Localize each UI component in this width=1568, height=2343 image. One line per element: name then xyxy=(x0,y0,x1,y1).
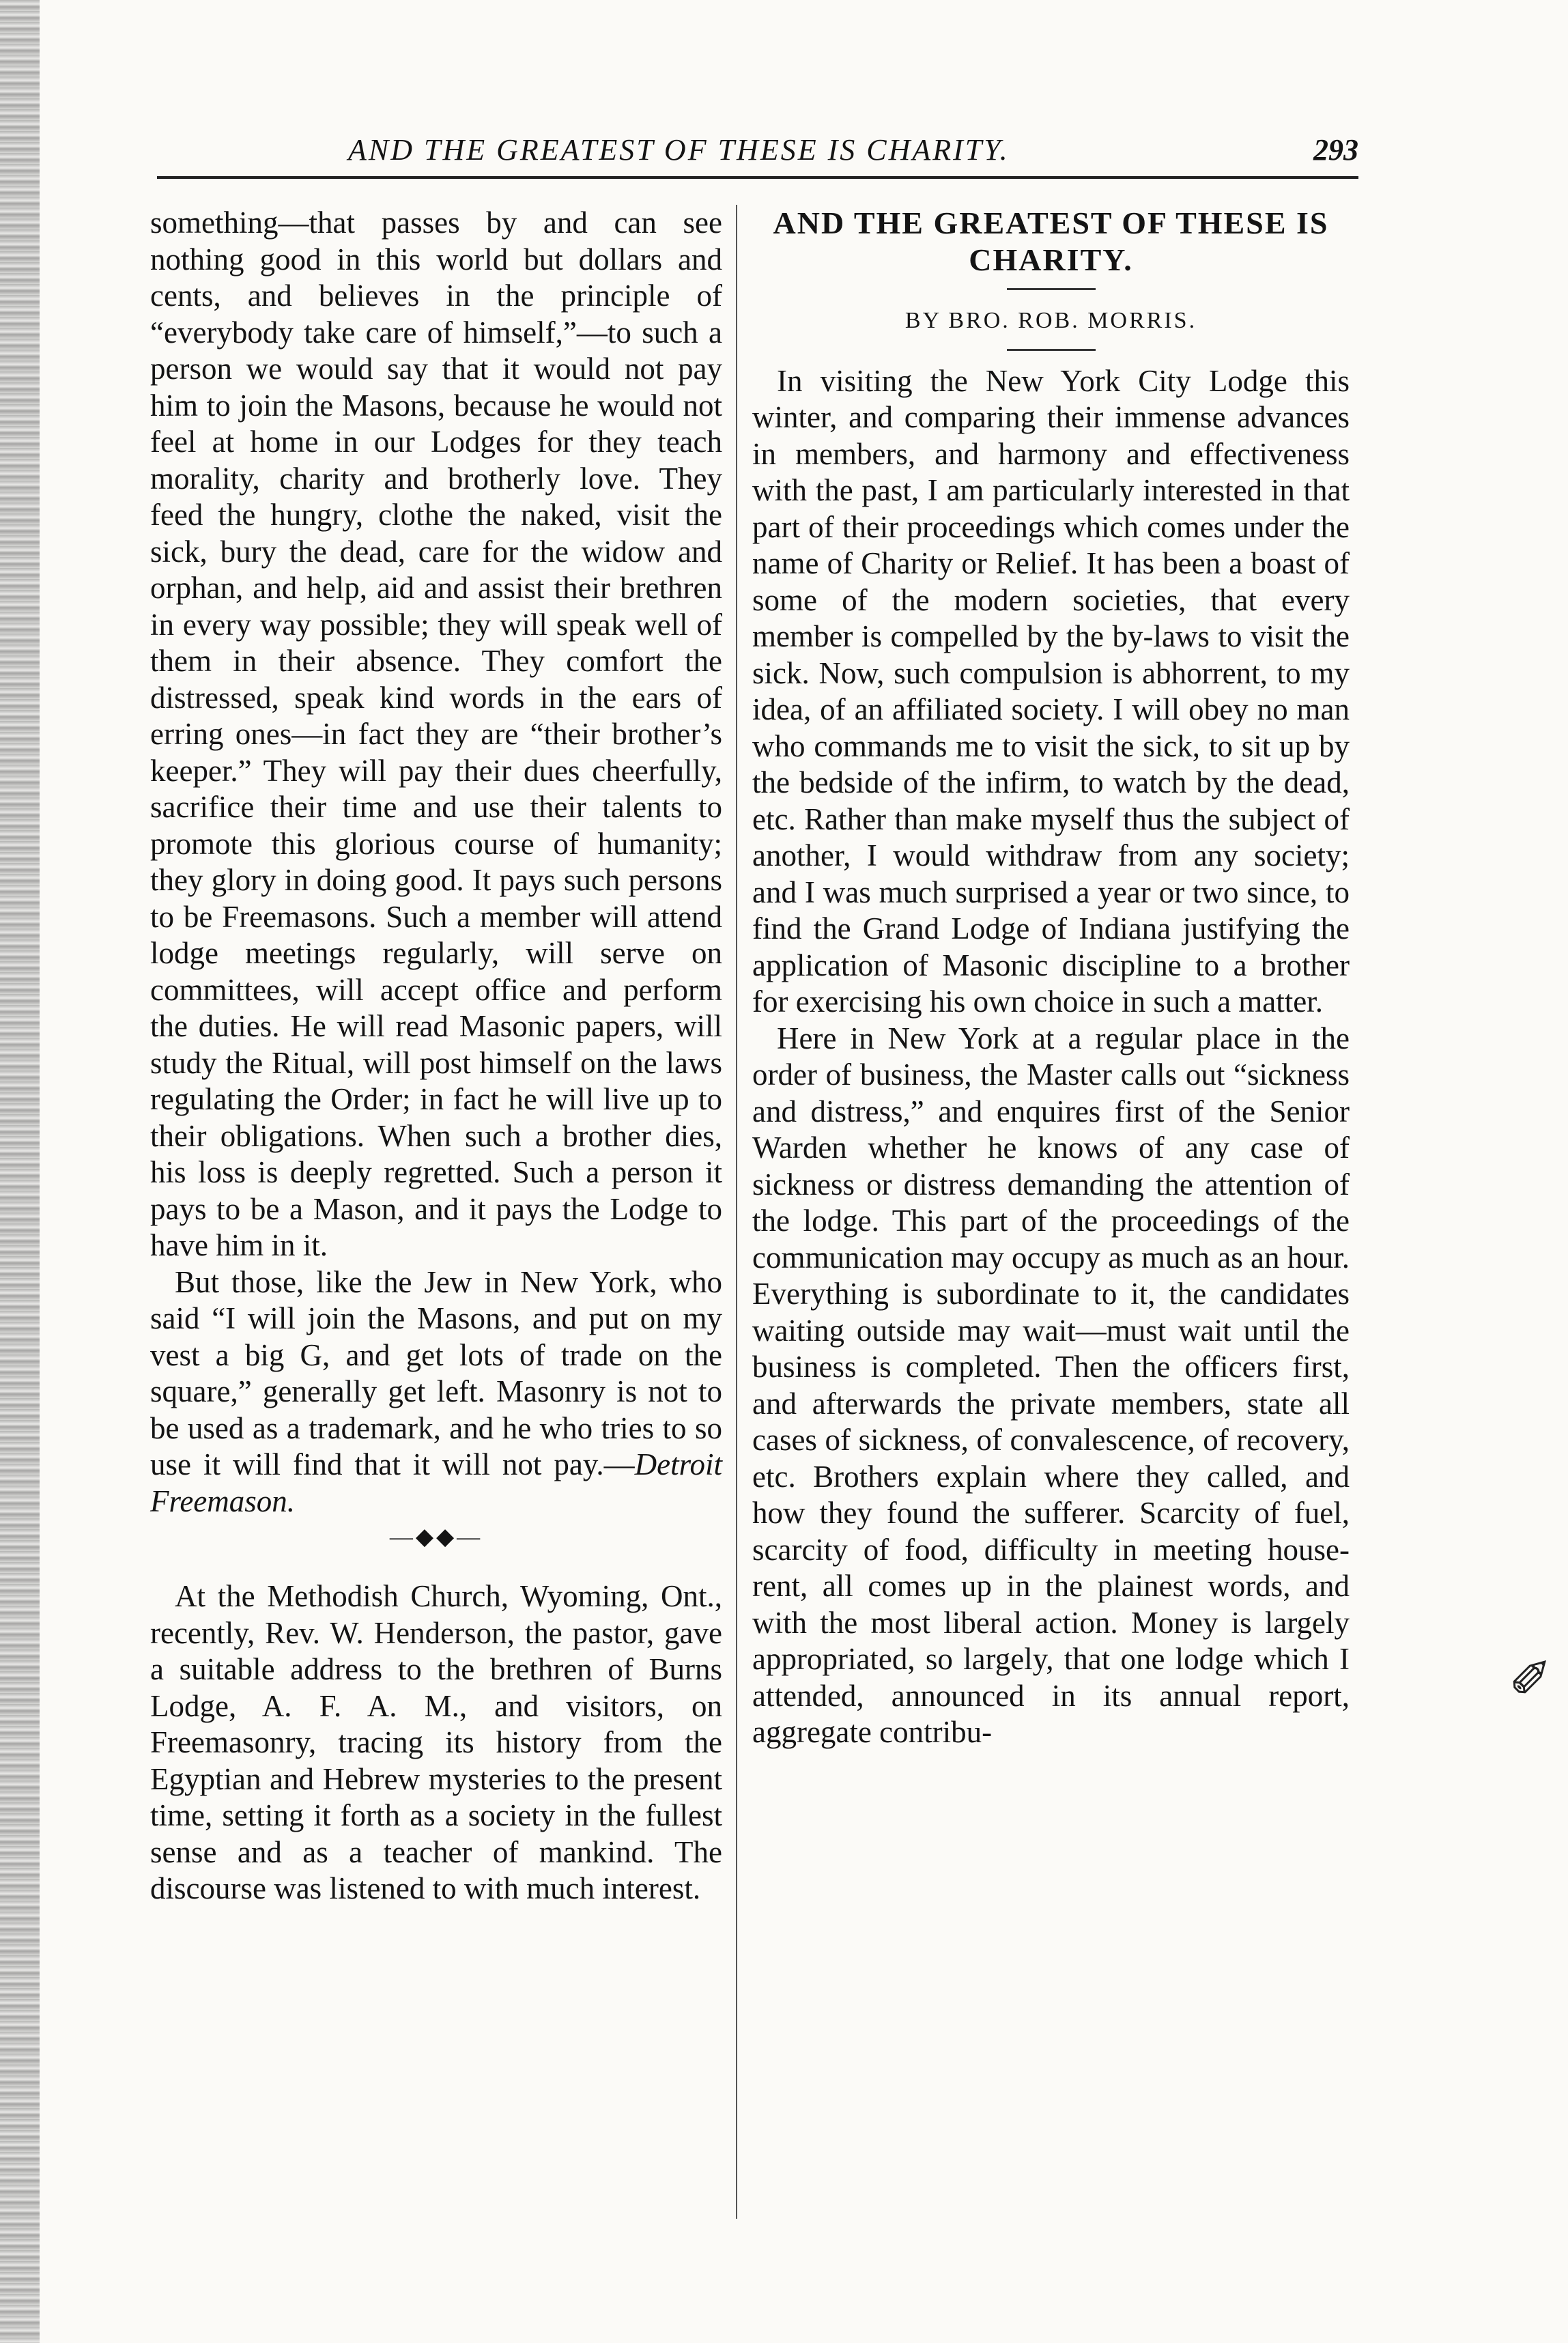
section-ornament: —◆◆— xyxy=(389,1524,483,1550)
running-head: AND THE GREATEST OF THESE IS CHARITY. xyxy=(348,133,1010,167)
byline-rule xyxy=(1007,349,1096,351)
source-attribution: Detroit Freemason. xyxy=(150,1447,722,1518)
page-header xyxy=(157,128,1358,179)
left-paragraph-2-text: But those, like the Jew in New York, who said “I will join the Masons, and put on my vest a big G, and get lots of trade on the square,” generally get left. Masonry is not to be used as a trademark, and he who tries to so use it will find that it will not pay.— xyxy=(150,1264,722,1481)
right-paragraph-2: Here in New York at a regular place in the order of business, the Master calls out “sickness and distress,” and enquires first of the Senior Warden whether he knows of any case of sickness or distress demanding the attention of the lodge. This part of the proceedings of the communication may occupy as much as an hour. Everything is subordinate to it, the candidates waiting outside may wait—must wait until the business is completed. Then the officers first, and afterwards the private members, state all cases of sickness, of convalescence, of recovery, etc. Brothers explain where they called, and how they found the sufferer. Scarcity of fuel, scarcity of food, difficulty in meeting house-rent, all comes up in the plainest words, and with the most liberal action. Money is largely appropriated, so largely, that one lodge which I attended, announced in its annual report, aggregate contribu- xyxy=(752,1021,1350,1749)
article-title: AND THE GREATEST OF THESE IS CHARITY. xyxy=(773,205,1329,277)
left-paragraph-3: At the Methodish Church, Wyoming, Ont., recently, Rev. W. Henderson, the pastor, gave a suitable address to the brethren of Burns Lodge, A. F. A. M., and visitors, on Freemasonry, tracing its history from the Egyptian and Hebrew mysteries to the present time, setting it forth as a society in the fullest sense and as a teacher of mankind. The discourse was listened to with much interest. xyxy=(150,1579,722,1905)
right-column xyxy=(752,205,1350,1751)
page-binding-edge xyxy=(0,0,40,2343)
title-rule xyxy=(1007,288,1096,290)
left-column xyxy=(150,205,722,1907)
margin-pencil-mark-icon: ✐ xyxy=(1509,1649,1552,1709)
left-paragraph-1: something—that passes by and can see nothing good in this world but dollars and cents, and believes in the principle of “everybody take care of himself,”—to such a person we would say that it would not pay him to join the Masons, because he would not feel at home in our Lodges for they teach morality, charity and brotherly love. They feed the hungry, clothe the naked, visit the sick, bury the dead, care for the widow and orphan, and help, aid and assist their brethren in every way possible; they will speak well of them in their absence. They comfort the distressed, speak kind words in the ears of erring ones—in fact they are “their brother’s keeper.” They will pay their dues cheerfully, sacrifice their time and use their talents to promote this glorious course of humanity; they glory in doing good. It pays such persons to be Freemasons. Such a member will attend lodge meetings regularly, will serve on committees, will accept office and perform the duties. He will read Masonic papers, will study the Ritual, will post himself on the laws regulating the Order; in fact he will live up to their obligations. When such a brother dies, his loss is deeply regretted. Such a person it pays to be a Mason, and it pays the Lodge to have him in it. xyxy=(150,205,722,1262)
article-byline: BY BRO. ROB. MORRIS. xyxy=(904,308,1197,333)
page-number: 293 xyxy=(1313,133,1358,167)
right-paragraph-1: In visiting the New York City Lodge this winter, and comparing their immense advances in members, and harmony and effectiveness with the past, I am particularly interested in that part of their proceedings which comes under the name of Charity or Relief. It has been a boast of some of the modern societies, that every member is compelled by the by-laws to visit the sick. Now, such compulsion is abhorrent, to my idea, of an affiliated society. I will obey no man who commands me to visit the sick, to sit up by the bedside of the infirm, to watch by the dead, etc. Rather than make myself thus the subject of another, I would withdraw from any society; and I was much surprised a year or two since, to find the Grand Lodge of Indiana justifying the application of Masonic discipline to a brother for exercising his own choice in such a matter. xyxy=(752,363,1350,1019)
column-divider xyxy=(736,205,737,2219)
left-paragraph-2 xyxy=(150,1264,722,1520)
